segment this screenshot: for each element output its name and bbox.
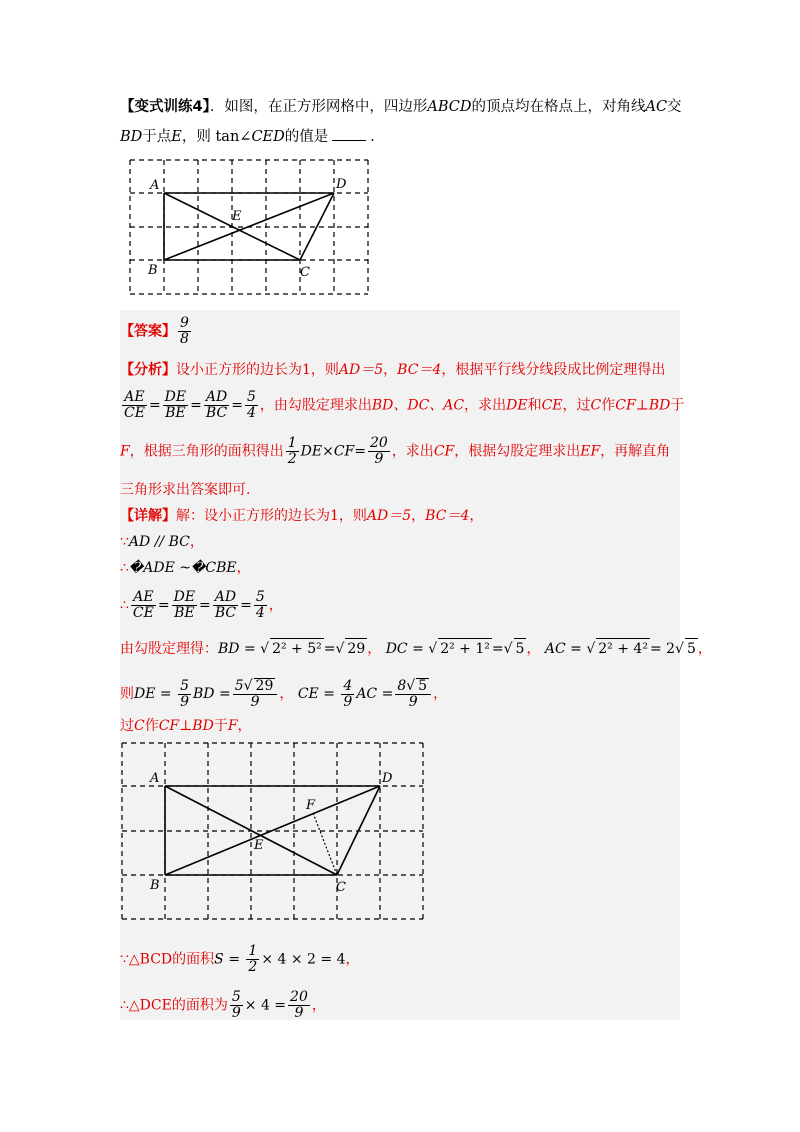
detail-lengths: 则DE = $\frac{5}{9}$ BD = $\frac{5√ 29}{9}$ ， CE = $\frac{4}{9}$ AC = $\frac{8√ 5}{9}$ ，: [120, 677, 448, 710]
detail-similar: ∴�ADE ~�CBE，: [120, 560, 251, 576]
detail-ratio: ∴ $\frac{AE}{CE}$ = $\frac{DE}{BE}$ = $\frac{AD}{BC}$ = $\frac{5}{4}$ ，: [120, 589, 283, 621]
grid-figure-1: [128, 158, 370, 296]
question-line-2: BD于点E，则 tan∠CED的值是 .: [120, 129, 375, 145]
label-a-2: A: [150, 771, 160, 786]
question-tag: 【变式训练4】: [120, 99, 210, 115]
label-d: D: [336, 177, 347, 192]
detail-pythagoras: 由勾股定理得：BD = √ 2² + 5² =√ 29 ， DC = √ 2² + 1² =√ 5 ， AC = √ 2² + 4² = 2√ 5 ，: [120, 638, 712, 659]
analysis-line-2: $\frac{AE}{CE}$ = $\frac{DE}{BE}$ = $\frac{AD}{BC}$ = $\frac{5}{4}$ ，由勾股定理求出BD、DC、AC，求出DE和CE，过C作CF⊥BD于: [124, 389, 685, 421]
label-b-2: B: [150, 878, 160, 893]
label-a: A: [150, 178, 160, 193]
label-e: E: [232, 209, 242, 224]
detail-line-1: 【详解】解：设小正方形的边长为1，则AD＝5，BC＝4，: [120, 508, 484, 524]
detail-area-bcd: ∵△BCD的面积S = $\frac{1}{2}$ × 4 × 2 = 4，: [120, 943, 360, 975]
label-c: C: [300, 265, 310, 280]
detail-perpendicular: 过C作CF⊥BD于F，: [120, 718, 252, 734]
detail-area-dce: ∴△DCE的面积为 $\frac{5}{9}$ × 4 = $\frac{20}{9}$ ，: [120, 989, 326, 1021]
label-e-2: E: [254, 838, 264, 853]
label-c-2: C: [336, 880, 346, 895]
analysis-line-3: F，根据三角形的面积得出 $\frac{1}{2}$ DE×CF= $\frac{20}{9}$ ，求出CF，根据勾股定理求出EF，再解直角: [120, 435, 671, 467]
grid-figure-2: [120, 741, 426, 921]
label-d-2: D: [382, 771, 393, 786]
answer-fraction: $\frac{9}{8}$: [180, 315, 189, 347]
label-f: F: [306, 798, 316, 813]
analysis-line-4: 三角形求出答案即可.: [120, 482, 251, 498]
detail-parallel: ∵AD // BC，: [120, 534, 204, 550]
question-line-1: 【变式训练4】．如图，在正方形网格中，四边形ABCD的顶点均在格点上，对角线AC交: [120, 99, 682, 115]
answer-line: 【答案】 $\frac{9}{8}$: [120, 315, 189, 347]
answer-blank: [332, 128, 366, 141]
label-b: B: [148, 263, 158, 278]
analysis-line-1: 【分析】设小正方形的边长为1，则AD＝5，BC＝4，根据平行线分线段成比例定理得出: [120, 362, 666, 378]
